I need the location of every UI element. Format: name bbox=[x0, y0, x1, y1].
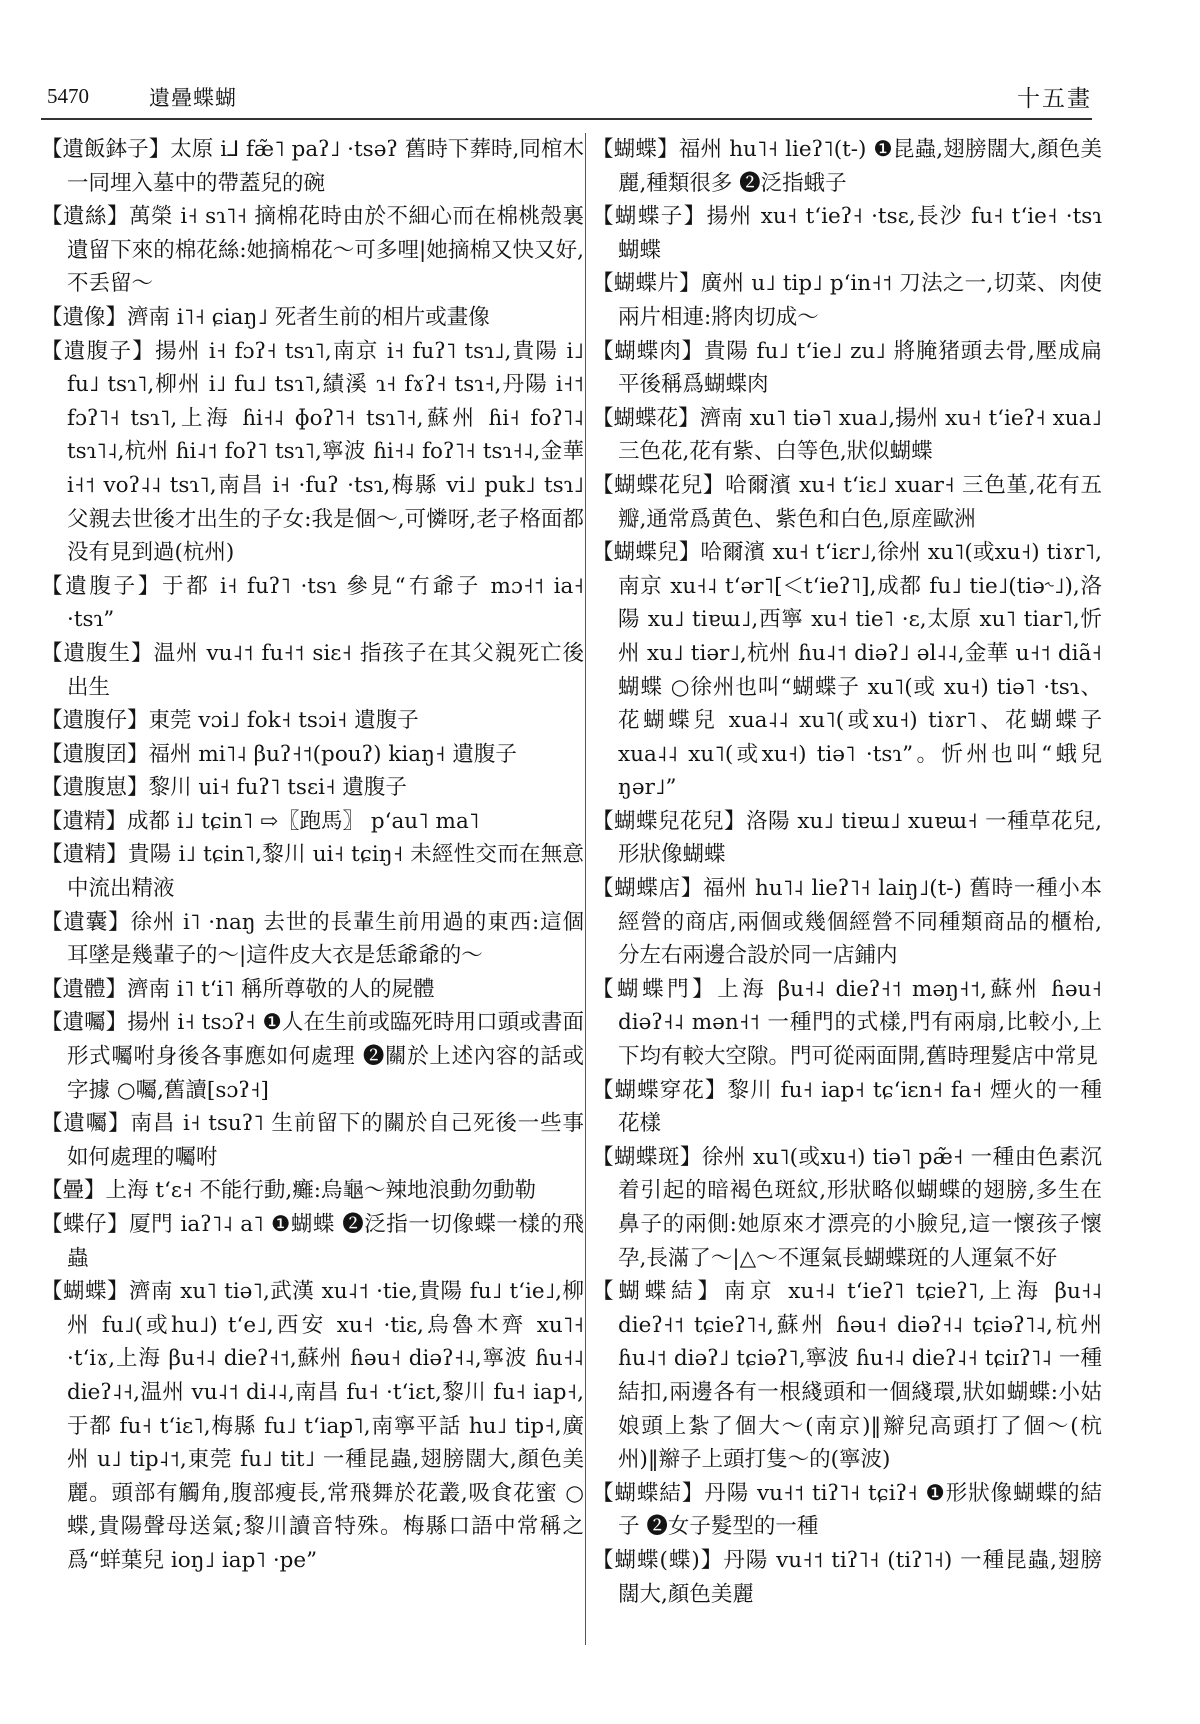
entry-text: 廣州 u˩ tip˩ pʻin˧˦ 刀法之一,切菜、肉使兩片相連:將肉切成～ bbox=[618, 271, 1102, 330]
dictionary-entry bbox=[41, 133, 584, 200]
dictionary-entry bbox=[41, 301, 584, 335]
entry-headword: 【遺囊】 bbox=[41, 909, 131, 935]
entry-headword: 【遺精】 bbox=[41, 808, 128, 834]
entry-text: 南昌 i˧ tsuʔ˥ 生前留下的關於自己死後一些事如何處理的囑咐 bbox=[67, 1111, 584, 1170]
entry-headword: 【遺體】 bbox=[41, 976, 128, 1002]
entry-text: 濟南 xu˥ tiə˥ xua˩,揚州 xu˧ tʻieʔ˧ xua˩ 三色花,花有紫、白等色,狀似蝴蝶 bbox=[618, 405, 1102, 465]
dictionary-entry bbox=[592, 536, 1102, 805]
section-label: 十五畫 bbox=[1017, 86, 1092, 112]
entry-text: 成都 i˩ tɕin˥ ⇨〖跑馬〗 pʻau˥ ma˥ bbox=[127, 808, 480, 834]
entry-text: 福州 mi˥˨ βuʔ˧˦(pouʔ) kiaŋ˧ 遺腹子 bbox=[148, 741, 517, 767]
entry-headword: 【蝴蝶(蝶)】 bbox=[592, 1547, 724, 1573]
entry-headword: 【蝴蝶花兒】 bbox=[592, 472, 726, 498]
entry-headword: 【遺囑】 bbox=[41, 1111, 131, 1137]
dictionary-entry bbox=[592, 973, 1102, 1074]
dictionary-entry bbox=[41, 1107, 584, 1174]
dictionary-entry bbox=[41, 805, 584, 839]
entry-text: 濟南 i˥ tʻi˥ 稱所尊敬的人的屍體 bbox=[127, 976, 435, 1002]
entry-text: 揚州 i˧ fɔʔ˧ tsɿ˥,南京 i˧ fuʔ˥ tsɿ˩,貴陽 i˩ fu˩ tsɿ˥,柳州 i˩ fu˩ tsɿ˥,績溪 ɿ˧ fɤʔ˧ tsɿ˧,丹陽 i˧˦ fɔʔ˥˧ tsɿ˥,上海 ɦi˧˨ ɸoʔ˥˧ tsɿ˥˧,蘇州 ɦi˧ foʔ˥˨ tsɿ˥˨,杭州 ɦi˨˦ foʔ˥ tsɿ˥,寧波 ɦi˧˨ foʔ˥˧ tsɿ˧˨,金華 i˧˦ voʔ˨˨ tsɿ˥,南昌 i˧ ·fuʔ ·tsɿ,梅縣 vi˩ puk˩ tsɿ˩ 父親去世後才出生的子女:我是個～,可憐呀,老子格面都没有見到過(杭州) bbox=[67, 338, 584, 566]
header-rule bbox=[41, 118, 1092, 120]
entry-text: 揚州 i˧ tsɔʔ˧ ❶人在生前或臨死時用口頭或書面形式囑咐身後各事應如何處理 ❷關於上述內容的話或字據 ○囑,舊讀[sɔʔ˧] bbox=[67, 1010, 584, 1103]
entry-text: 上海 tʻɛ˧ 不能行動,癱:烏龜～辣地浪動勿動勒 bbox=[105, 1178, 536, 1204]
running-title: 遺曡蝶蝴 bbox=[149, 86, 237, 110]
entry-text: 哈爾濱 xu˧ tʻiɛr˩,徐州 xu˥(或xu˧) tiɤr˥,南京 xu˧˨ tʻər˥[＜tʻieʔ˥],成都 fu˩ tie˩(tiə˞˩),洛陽 xu˩ tiɐɯ˩,西寧 xu˧ tie˥ ·ɛ,太原 xu˥ tiar˥,忻州 xu˩ tiər˩,杭州 ɦu˨˦ diəʔ˩ əl˨˨,金華 u˧˦ diã˧ 蝴蝶 ○徐州也叫“蝴蝶子 xu˥(或 xu˧) tiə˥ ·tsɿ、花蝴蝶兒 xua˨˨ xu˥(或xu˧) tiɤr˥、花蝴蝶子 xua˨˨ xu˥(或xu˧) tiə˥ ·tsɿ”。忻州也叫“蛾兒 ŋər˩” bbox=[618, 540, 1102, 801]
dictionary-entry bbox=[41, 1006, 584, 1107]
dictionary-entry bbox=[592, 1477, 1102, 1544]
entry-text: 萬榮 i˧ sɿ˥˧ 摘棉花時由於不細心而在棉桃殼裏遺留下來的棉花絲:她摘棉花～可多哩|她摘棉又快又好,不丢留～ bbox=[67, 204, 584, 297]
entry-text: 洛陽 xu˩ tiɐɯ˩ xuɐɯ˧ 一種草花兒,形狀像蝴蝶 bbox=[618, 808, 1102, 868]
dictionary-entry bbox=[592, 872, 1102, 973]
entry-headword: 【蝴蝶】 bbox=[41, 1279, 129, 1305]
dictionary-entry bbox=[41, 1275, 584, 1577]
column-divider bbox=[585, 133, 586, 1645]
entry-text: 太原 i⅃ fæ̃˥ paʔ˩ ·tsəʔ 舊時下葬時,同棺木一同埋入墓中的帶蓋兒的碗 bbox=[67, 137, 584, 196]
page-number: 5470 bbox=[47, 84, 89, 108]
entry-text: 黎川 ui˧ fuʔ˥ tsɛi˧ 遺腹子 bbox=[148, 775, 407, 801]
entry-headword: 【蝴蝶兒花兒】 bbox=[592, 808, 747, 834]
entry-headword: 【遺腹子】 bbox=[41, 338, 156, 364]
entry-text: 于都 i˧ fuʔ˥ ·tsɿ 參見“冇爺子 mɔ˧˦ ia˧ ·tsɿ” bbox=[67, 573, 584, 633]
dictionary-entry bbox=[41, 200, 584, 301]
entry-headword: 【遺飯鉢子】 bbox=[41, 137, 171, 162]
dictionary-entry bbox=[41, 906, 584, 973]
entry-headword: 【蝴蝶肉】 bbox=[592, 338, 704, 364]
entry-headword: 【遺像】 bbox=[41, 304, 128, 330]
dictionary-entry bbox=[592, 335, 1102, 402]
entry-headword: 【蝴蝶穿花】 bbox=[592, 1077, 728, 1103]
entry-headword: 【蝴蝶花】 bbox=[592, 405, 700, 431]
entry-text: 貴陽 fu˩ tʻie˩ zu˩ 將腌猪頭去骨,壓成扁平後稱爲蝴蝶肉 bbox=[618, 338, 1102, 398]
dictionary-entry bbox=[41, 570, 584, 637]
dictionary-entry bbox=[41, 1174, 584, 1208]
entry-headword: 【遺腹崽】 bbox=[41, 775, 149, 801]
entry-headword: 【蝴蝶結】 bbox=[592, 1480, 705, 1506]
dictionary-entry bbox=[592, 133, 1102, 200]
entry-headword: 【蝴蝶門】 bbox=[592, 976, 718, 1002]
left-column bbox=[41, 133, 584, 1578]
entry-text: 黎川 fu˧ iap˧ tɕʻiɛn˧ fa˧ 煙火的一種花樣 bbox=[618, 1077, 1102, 1137]
entry-text: 濟南 xu˥ tiə˥,武漢 xu˨˦ ·tie,貴陽 fu˩ tʻie˩,柳州 fu˩(或hu˩) tʻe˩,西安 xu˧ ·tiɛ,烏魯木齊 xu˥˧ ·tʻiɤ,上海 βu˧˨ dieʔ˧˦,蘇州 ɦəu˧ diəʔ˧˨,寧波 ɦu˧˨ dieʔ˨˧,温州 vu˨˦ di˨˨,南昌 fu˧ ·tʻiɛt,黎川 fu˧ iap˧,于都 fu˧ tʻiɛ˥,梅縣 fu˩ tʻiap˥,南寧平話 hu˩ tip˧,廣州 u˩ tip˨˦,東莞 fu˩ tit˩ 一種昆蟲,翅膀闊大,顏色美麗。頭部有觸角,腹部瘦長,常飛舞於花叢,吸食花蜜 ○蝶,貴陽聲母送氣;黎川讀音特殊。梅縣口語中常稱之爲“蛘葉兒 ioŋ˩ iap˥ ·pe” bbox=[67, 1279, 584, 1573]
entry-headword: 【遺絲】 bbox=[41, 204, 130, 230]
entry-headword: 【蝴蝶片】 bbox=[592, 271, 701, 297]
entry-text: 上海 βu˧˨ dieʔ˧˦ məŋ˧˦,蘇州 ɦəu˧ diəʔ˧˨ mən˧˦ 一種門的式樣,門有兩扇,比較小,上下均有較大空隙。門可從兩面開,舊時理髮店中常見 bbox=[618, 976, 1102, 1070]
entry-headword: 【蝴蝶結】 bbox=[592, 1279, 724, 1305]
dictionary-entry bbox=[592, 1544, 1102, 1611]
entry-headword: 【曡】 bbox=[41, 1178, 106, 1204]
entry-text: 丹陽 vu˧˦ tiʔ˥˧ (tiʔ˥˧) 一種昆蟲,翅膀闊大,顏色美麗 bbox=[618, 1547, 1102, 1607]
dictionary-entry bbox=[41, 973, 584, 1007]
dictionary-entry bbox=[41, 738, 584, 772]
entry-text: 徐州 xu˥(或xu˧) tiə˥ pæ̃˧ 一種由色素沉着引起的暗褐色斑紋,形狀略似蝴蝶的翅膀,多生在鼻子的兩側:她原來才漂亮的小臉兒,這一懷孩子懷孕,長滿了～|△～不運氣長蝴蝶斑的人運氣不好 bbox=[618, 1144, 1102, 1271]
entry-headword: 【蝴蝶兒】 bbox=[592, 540, 701, 566]
entry-headword: 【蝴蝶店】 bbox=[592, 876, 704, 902]
entry-headword: 【遺腹仔】 bbox=[41, 708, 149, 734]
entry-text: 福州 hu˥˧ lieʔ˥(t-) ❶昆蟲,翅膀闊大,顏色美麗,種類很多 ❷泛指蛾子 bbox=[618, 137, 1102, 196]
entry-headword: 【遺腹子】 bbox=[41, 573, 163, 599]
dictionary-entry bbox=[592, 402, 1102, 469]
right-column bbox=[592, 133, 1102, 1611]
dictionary-entry bbox=[592, 200, 1102, 267]
entry-text: 徐州 i˥ ·naŋ 去世的長輩生前用過的東西:這個耳墜是幾輩子的～|這件皮大衣是恁爺爺的～ bbox=[67, 909, 584, 969]
entry-text: 厦門 iaʔ˥˨ a˥ ❶蝴蝶 ❷泛指一切像蝶一樣的飛蟲 bbox=[67, 1212, 584, 1271]
dictionary-entry bbox=[41, 838, 584, 905]
entry-text: 揚州 xu˧ tʻieʔ˧ ·tsɛ,長沙 fu˧ tʻie˧ ·tsɿ 蝴蝶 bbox=[618, 204, 1102, 263]
dictionary-entry bbox=[592, 1141, 1102, 1275]
entry-text: 濟南 i˥˧ ɕiaŋ˩ 死者生前的相片或畫像 bbox=[127, 304, 490, 330]
entry-headword: 【蝴蝶子】 bbox=[592, 204, 707, 230]
dictionary-entry bbox=[41, 771, 584, 805]
dictionary-entry bbox=[41, 335, 584, 570]
dictionary-entry bbox=[592, 1275, 1102, 1477]
entry-headword: 【遺精】 bbox=[41, 842, 128, 868]
dictionary-entry bbox=[592, 469, 1102, 536]
entry-headword: 【遺腹囝】 bbox=[41, 741, 149, 767]
dictionary-entry bbox=[592, 805, 1102, 872]
entry-text: 温州 vu˨˦ fu˧˦ siɛ˧ 指孩子在其父親死亡後出生 bbox=[67, 640, 584, 700]
entry-text: 哈爾濱 xu˧ tʻiɛ˩ xuar˧ 三色堇,花有五瓣,通常爲黄色、紫色和白色,原産歐洲 bbox=[618, 472, 1102, 532]
entry-headword: 【遺腹生】 bbox=[41, 640, 154, 666]
entry-text: 丹陽 vu˧˦ tiʔ˥˧ tɕiʔ˧ ❶形狀像蝴蝶的結子 ❷女子髮型的一種 bbox=[618, 1480, 1102, 1540]
dictionary-entry bbox=[592, 1074, 1102, 1141]
dictionary-entry bbox=[41, 637, 584, 704]
page-header bbox=[47, 78, 1092, 118]
entry-text: 南京 xu˧˨ tʻieʔ˥ tɕieʔ˥,上海 βu˧˨ dieʔ˧˦ tɕieʔ˥˧,蘇州 ɦəu˧ diəʔ˧˨ tɕiəʔ˥˨,杭州 ɦu˨˦ diəʔ˩ tɕiəʔ˥,寧波 ɦu˧˨ dieʔ˨˧ tɕiɪʔ˥˨ 一種結扣,兩邊各有一根綫頭和一個綫環,狀如蝴蝶:小姑娘頭上紮了個大～(南京)‖辮兒高頭打了個～(杭州)‖辮子上頭打隻～的(寧波) bbox=[618, 1279, 1102, 1473]
entry-headword: 【蝶仔】 bbox=[41, 1212, 130, 1237]
entry-text: 貴陽 i˩ tɕin˥,黎川 ui˧ tɕiŋ˧ 未經性交而在無意中流出精液 bbox=[67, 842, 584, 902]
dictionary-entry bbox=[592, 267, 1102, 334]
entry-text: 福州 hu˥˨ lieʔ˥˧ laiŋ˩(t-) 舊時一種小本經營的商店,兩個或幾個經營不同種類商品的櫃枱,分左右兩邊合設於同一店鋪内 bbox=[618, 876, 1102, 969]
dictionary-entry bbox=[41, 704, 584, 738]
dictionary-entry bbox=[41, 1208, 584, 1275]
entry-text: 東莞 vɔi˩ fok˧ tsɔi˧ 遺腹子 bbox=[148, 708, 419, 734]
entry-headword: 【蝴蝶】 bbox=[592, 137, 679, 162]
entry-headword: 【遺囑】 bbox=[41, 1010, 128, 1036]
entry-headword: 【蝴蝶斑】 bbox=[592, 1144, 702, 1170]
